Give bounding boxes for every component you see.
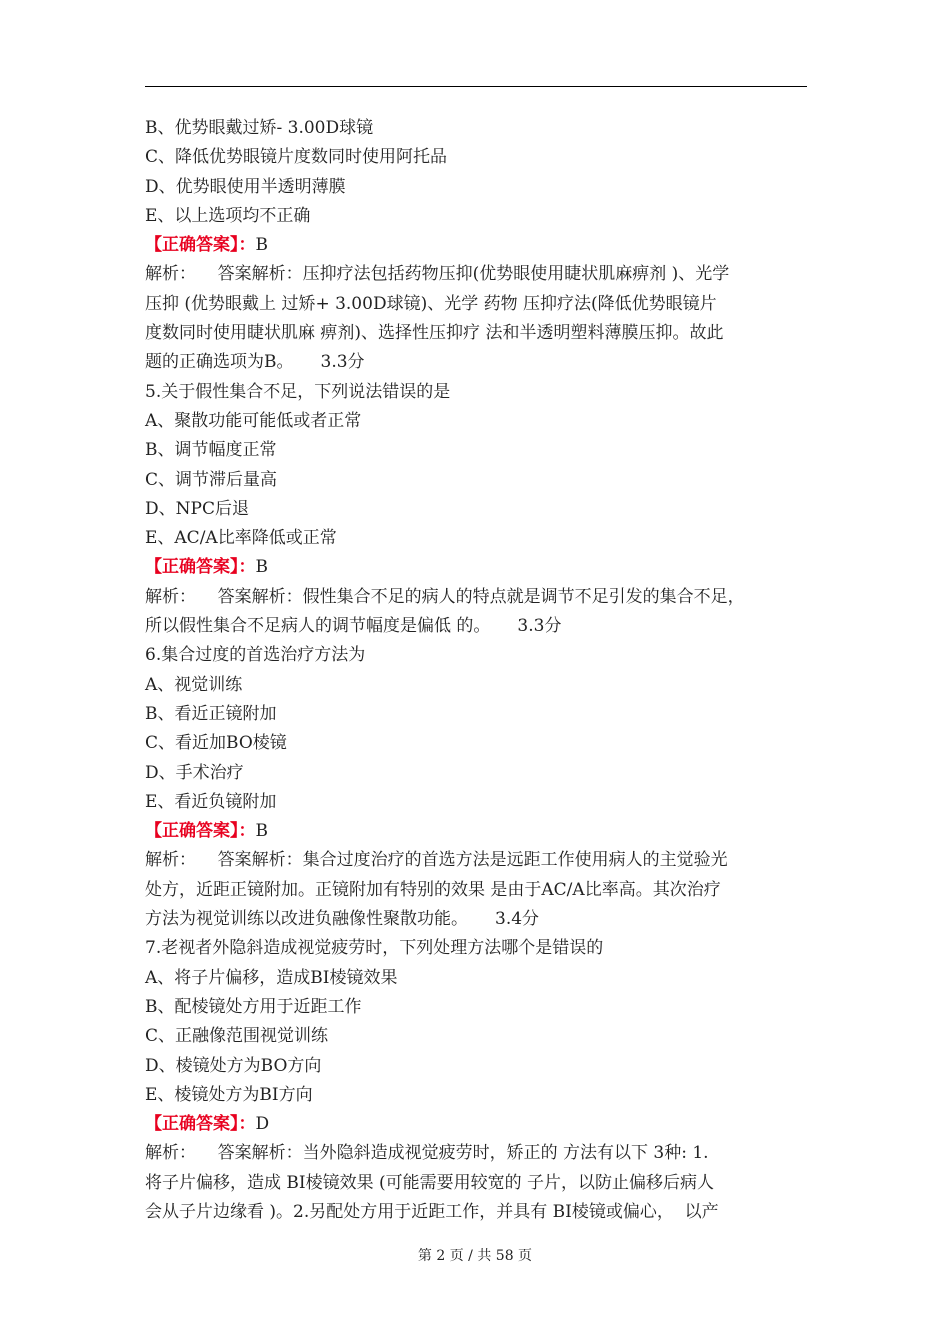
question-stem: 6.集合过度的首选治疗方法为 xyxy=(145,645,366,666)
text-line: E、以上选项均不正确 xyxy=(145,205,311,226)
correct-answer-value: B xyxy=(255,821,268,842)
correct-answer-label: 【正确答案】： xyxy=(145,557,256,578)
option-line: D、棱镜处方为BO方向 xyxy=(145,1055,322,1076)
explanation-line: 将子片偏移，造成 BI棱镜效果 (可能需要用较宽的 子片，以防止偏移后病人 xyxy=(145,1172,715,1193)
option-line: A、将子片偏移，造成BI棱镜效果 xyxy=(145,967,398,988)
explanation-line: 解析： 答案解析：当外隐斜造成视觉疲劳时，矫正的 方法有以下 3种: 1. xyxy=(145,1143,709,1164)
text-line: B、优势眼戴过矫- 3.00D球镜 xyxy=(145,118,374,138)
explanation-line: 题的正确选项为B。 3.3分 xyxy=(145,352,365,373)
explanation-line: 所以假性集合不足病人的调节幅度是偏低 的。 3.3分 xyxy=(145,616,562,637)
correct-answer-label: 【正确答案】： xyxy=(145,235,256,256)
explanation-line: 压抑 (优势眼戴上 过矫+ 3.00D球镜)、光学 药物 压抑疗法(降低优势眼镜片 xyxy=(145,293,717,314)
option-line: D、NPC后退 xyxy=(145,498,249,519)
correct-answer-line xyxy=(145,1110,807,1139)
correct-answer-line xyxy=(145,553,807,582)
correct-answer-value: B xyxy=(255,235,268,256)
correct-answer-value: D xyxy=(255,1114,270,1135)
option-line: C、调节滞后量高 xyxy=(145,469,278,490)
correct-answer-line xyxy=(145,231,807,260)
text-line: D、优势眼使用半透明薄膜 xyxy=(145,176,346,197)
option-line: C、看近加BO棱镜 xyxy=(145,733,287,754)
correct-answer-value: B xyxy=(255,557,268,578)
option-line: E、看近负镜附加 xyxy=(145,791,277,812)
explanation-line: 方法为视觉训练以改进负融像性聚散功能。 3.4分 xyxy=(145,909,540,930)
option-line: B、配棱镜处方用于近距工作 xyxy=(145,996,362,1017)
question-stem: 5.关于假性集合不足，下列说法错误的是 xyxy=(145,381,451,402)
correct-answer-line xyxy=(145,817,807,846)
explanation-line: 会从子片边缘看 )。2.另配处方用于近距工作，并具有 BI棱镜或偏心， 以产 xyxy=(145,1201,719,1222)
option-line: D、手术治疗 xyxy=(145,762,244,783)
explanation-line: 处方，近距正镜附加。正镜附加有特别的效果 是由于AC/A比率高。其次治疗 xyxy=(145,879,721,900)
option-line: A、视觉训练 xyxy=(145,674,243,695)
option-line: C、正融像范围视觉训练 xyxy=(145,1026,329,1047)
header-rule xyxy=(145,86,807,87)
correct-answer-label: 【正确答案】： xyxy=(145,821,256,842)
explanation-line: 度数同时使用睫状肌麻 痹剂)、选择性压抑疗 法和半透明塑料薄膜压抑。故此 xyxy=(145,323,724,344)
explanation-line: 解析： 答案解析：压抑疗法包括药物压抑(优势眼使用睫状肌麻痹剂 )、光学 xyxy=(145,264,730,285)
question-stem: 7.老视者外隐斜造成视觉疲劳时，下列处理方法哪个是错误的 xyxy=(145,938,604,959)
document-body xyxy=(145,114,807,1227)
option-line: B、调节幅度正常 xyxy=(145,440,277,461)
option-line: E、AC/A比率降低或正常 xyxy=(145,528,337,549)
correct-answer-label: 【正确答案】： xyxy=(145,1114,256,1135)
explanation-line: 解析： 答案解析：假性集合不足的病人的特点就是调节不足引发的集合不足， xyxy=(145,586,745,607)
text-line: C、降低优势眼镜片度数同时使用阿托品 xyxy=(145,147,448,168)
option-line: B、看近正镜附加 xyxy=(145,703,277,724)
explanation-line: 解析： 答案解析：集合过度治疗的首选方法是远距工作使用病人的主觉验光 xyxy=(145,850,728,871)
page-footer: 第 2 页 / 共 58 页 xyxy=(417,1248,533,1264)
option-line: A、聚散功能可能低或者正常 xyxy=(145,410,362,431)
option-line: E、棱镜处方为BI方向 xyxy=(145,1084,313,1105)
